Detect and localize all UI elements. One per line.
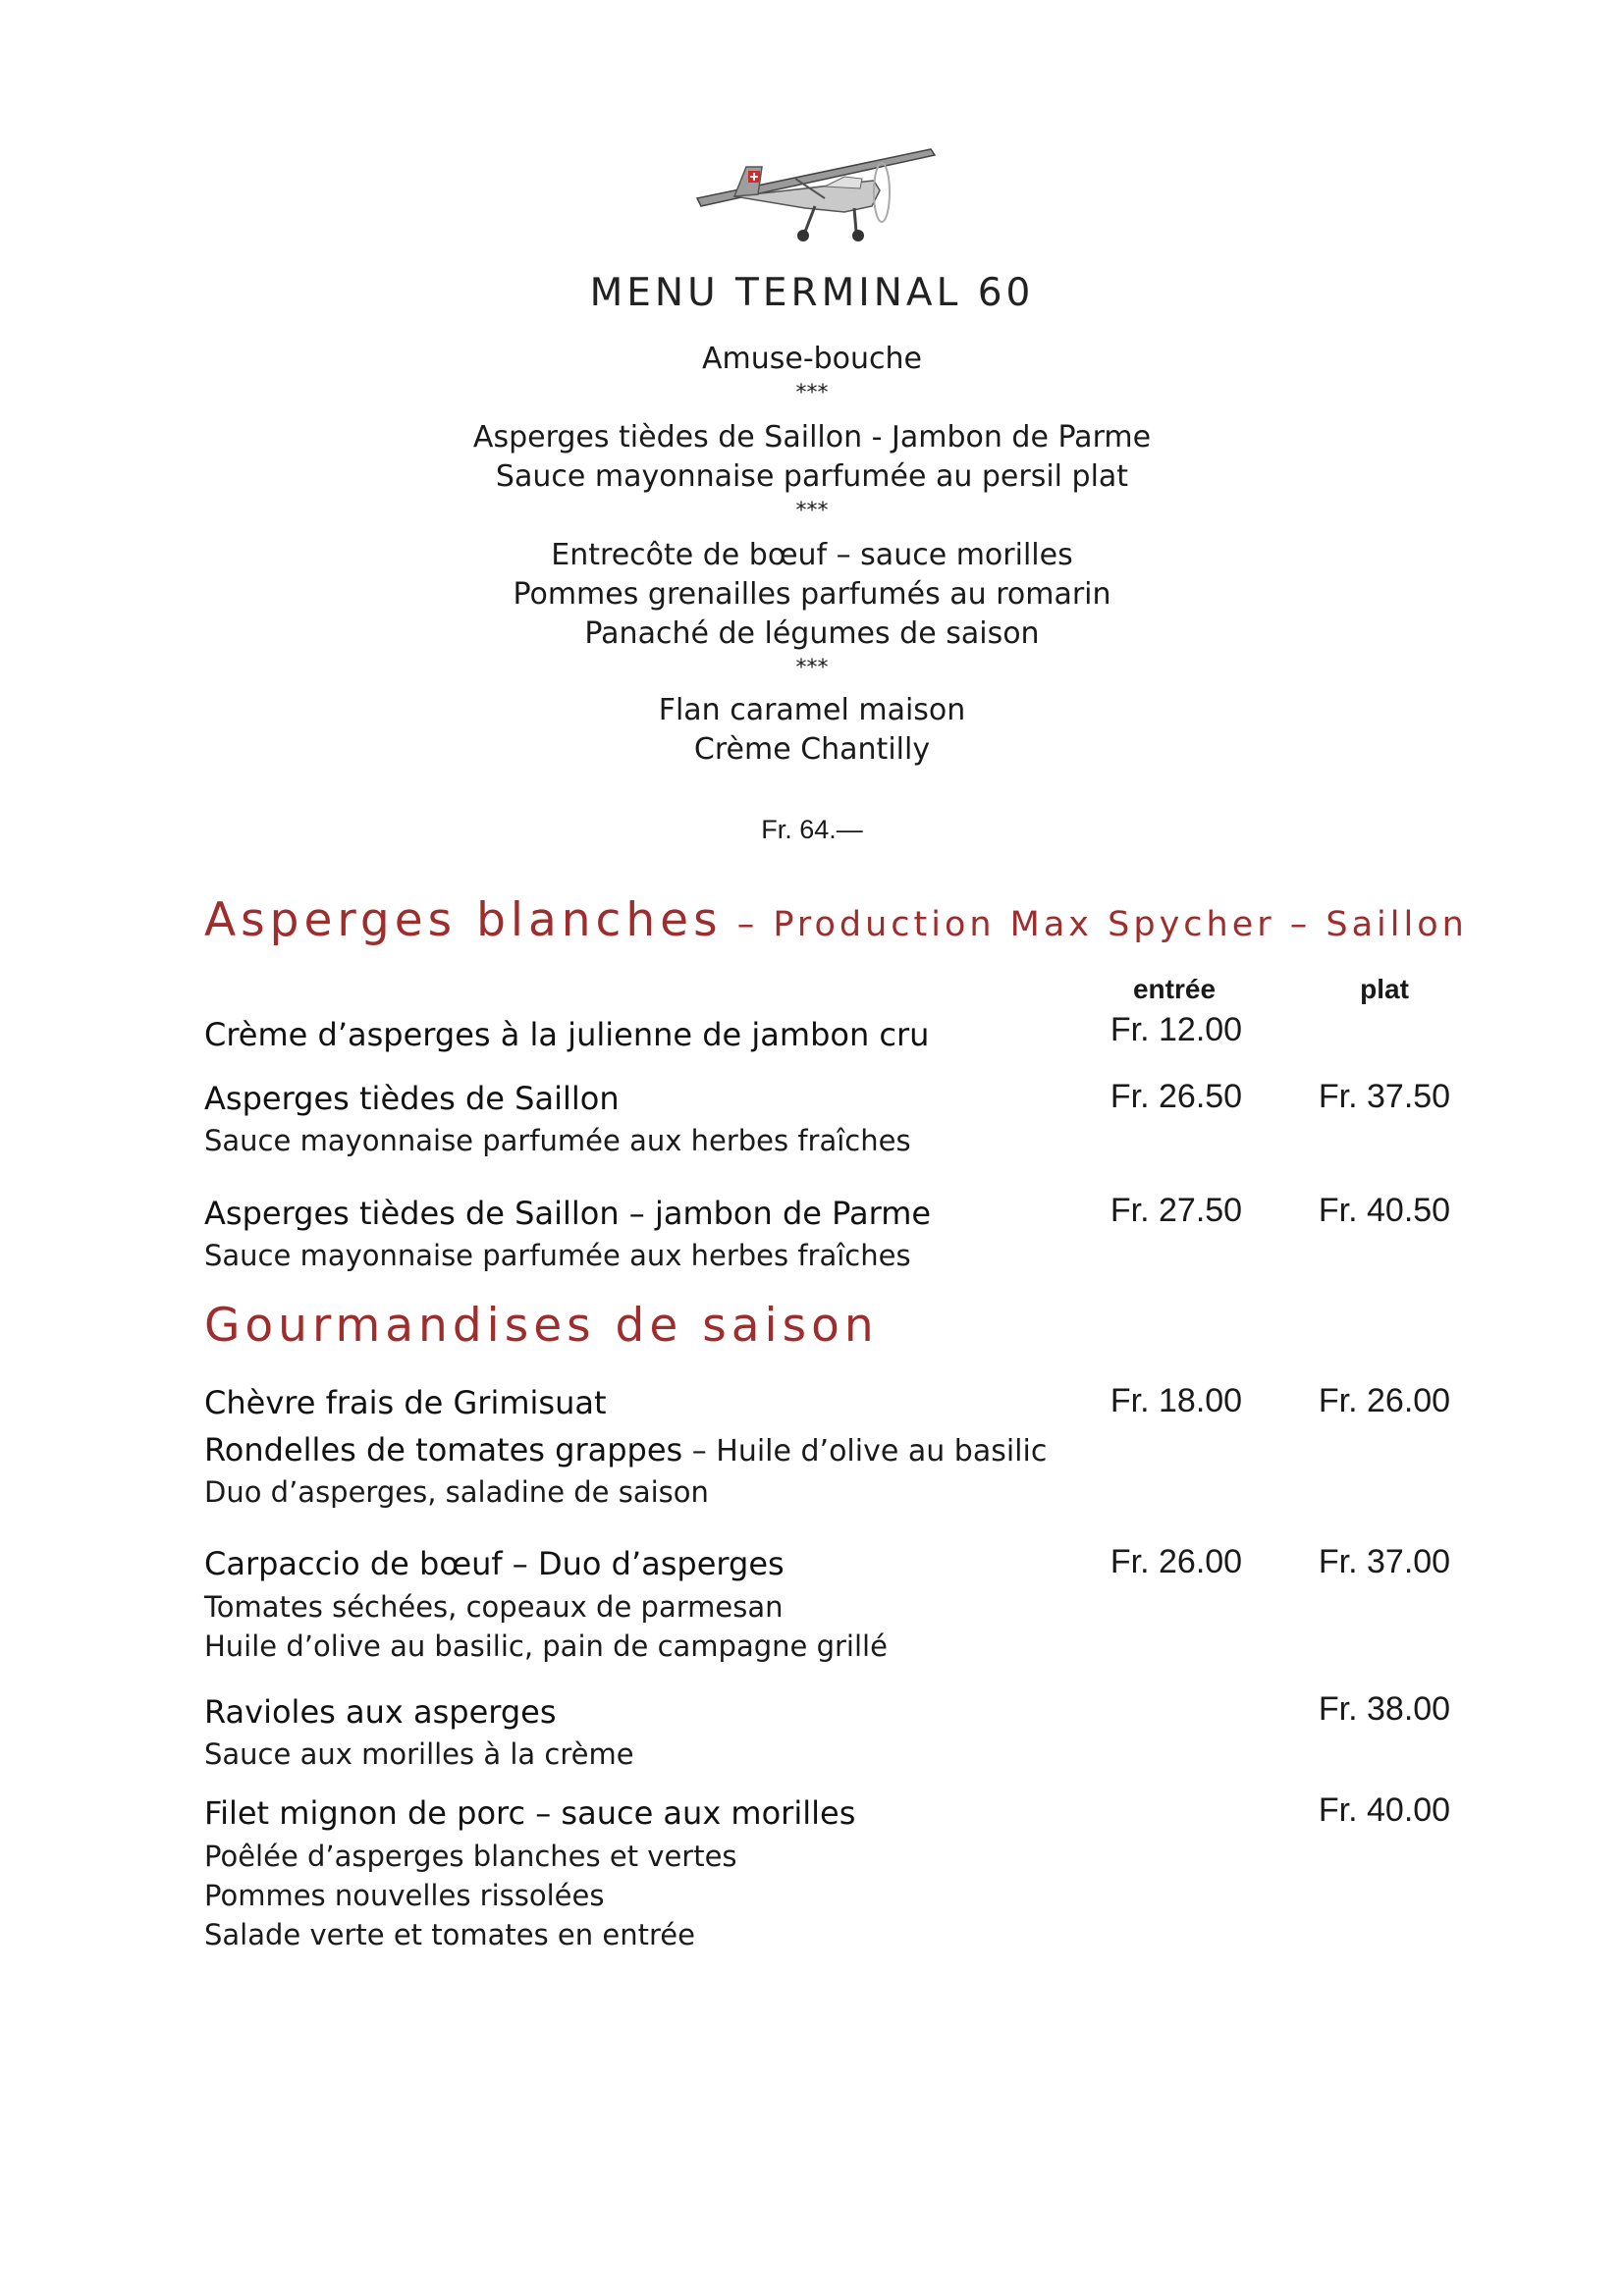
menu-line: Crème Chantilly: [693, 732, 931, 767]
dish-name: Crème d’asperges à la julienne de jambon cru: [204, 1016, 930, 1053]
price-entree: Fr. 12.00: [1110, 1011, 1243, 1048]
menu-line: Asperges tièdes de Saillon - Jambon de Parme: [472, 420, 1152, 454]
dish-name: Chèvre frais de Grimisuat: [204, 1384, 607, 1421]
dish-name: Filet mignon de porc – sauce aux morilles: [204, 1794, 856, 1832]
airplane-logo-icon: [687, 137, 943, 255]
dish-name: Asperges tièdes de Saillon – jambon de Parme: [204, 1195, 932, 1232]
column-header-plat: plat: [1360, 974, 1409, 1004]
dish-name-secondary: [204, 1431, 1047, 1468]
dish-description: Duo d’asperges, saladine de saison: [204, 1475, 709, 1509]
menu-line: Panaché de légumes de saison: [584, 616, 1040, 651]
menu-separator: ***: [795, 381, 829, 405]
price-entree: Fr. 27.50: [1110, 1192, 1243, 1229]
menu-line: Sauce mayonnaise parfumée au persil plat: [495, 459, 1129, 494]
dish-description: Poêlée d’asperges blanches et vertes: [204, 1840, 737, 1873]
dish-description: Sauce aux morilles à la crème: [204, 1737, 634, 1771]
price-entree: Fr. 18.00: [1110, 1382, 1243, 1419]
price-plat: Fr. 37.00: [1318, 1543, 1451, 1580]
menu-line: Flan caramel maison: [658, 693, 966, 727]
dish-name-extra: – Huile d’olive au basilic: [682, 1434, 1048, 1468]
column-header-entree: entrée: [1132, 974, 1217, 1004]
menu-separator: ***: [795, 499, 829, 523]
price-plat: Fr. 38.00: [1318, 1690, 1451, 1728]
menu-title: MENU TERMINAL 60: [589, 271, 1035, 315]
dish-description: Huile d’olive au basilic, pain de campagne grillé: [204, 1629, 888, 1663]
dish-description: Pommes nouvelles rissolées: [204, 1879, 605, 1912]
price-plat: Fr. 40.50: [1318, 1192, 1451, 1229]
price-plat: Fr. 26.00: [1318, 1382, 1451, 1419]
dish-description: Sauce mayonnaise parfumée aux herbes fraîches: [204, 1239, 911, 1272]
menu-price: Fr. 64.—: [761, 815, 863, 844]
section-title-main: Asperges blanches: [204, 893, 723, 947]
dish-name-part: Rondelles de tomates grappes: [204, 1431, 683, 1468]
price-plat: Fr. 37.50: [1318, 1078, 1451, 1115]
menu-line: Amuse-bouche: [701, 342, 923, 376]
menu-separator: ***: [795, 656, 829, 680]
price-entree: Fr. 26.00: [1110, 1543, 1243, 1580]
menu-line: Pommes grenailles parfumés au romarin: [513, 577, 1111, 612]
dish-description: Tomates séchées, copeaux de parmesan: [204, 1590, 784, 1624]
dish-name: Carpaccio de bœuf – Duo d’asperges: [204, 1545, 785, 1582]
section-title-gourmandises: [204, 1299, 879, 1353]
price-plat: Fr. 40.00: [1318, 1791, 1451, 1829]
menu-line: Entrecôte de bœuf – sauce morilles: [551, 538, 1073, 572]
dish-name: Asperges tièdes de Saillon: [204, 1080, 620, 1117]
section-title-main: Gourmandises de saison: [204, 1299, 879, 1353]
dish-description: Sauce mayonnaise parfumée aux herbes fraîches: [204, 1124, 911, 1157]
dish-name: Ravioles aux asperges: [204, 1693, 557, 1731]
dish-description: Salade verte et tomates en entrée: [204, 1918, 695, 1951]
section-subtitle: – Production Max Spycher – Saillon: [722, 905, 1468, 944]
price-entree: Fr. 26.50: [1110, 1078, 1243, 1115]
section-title-asperges: [204, 893, 1468, 947]
